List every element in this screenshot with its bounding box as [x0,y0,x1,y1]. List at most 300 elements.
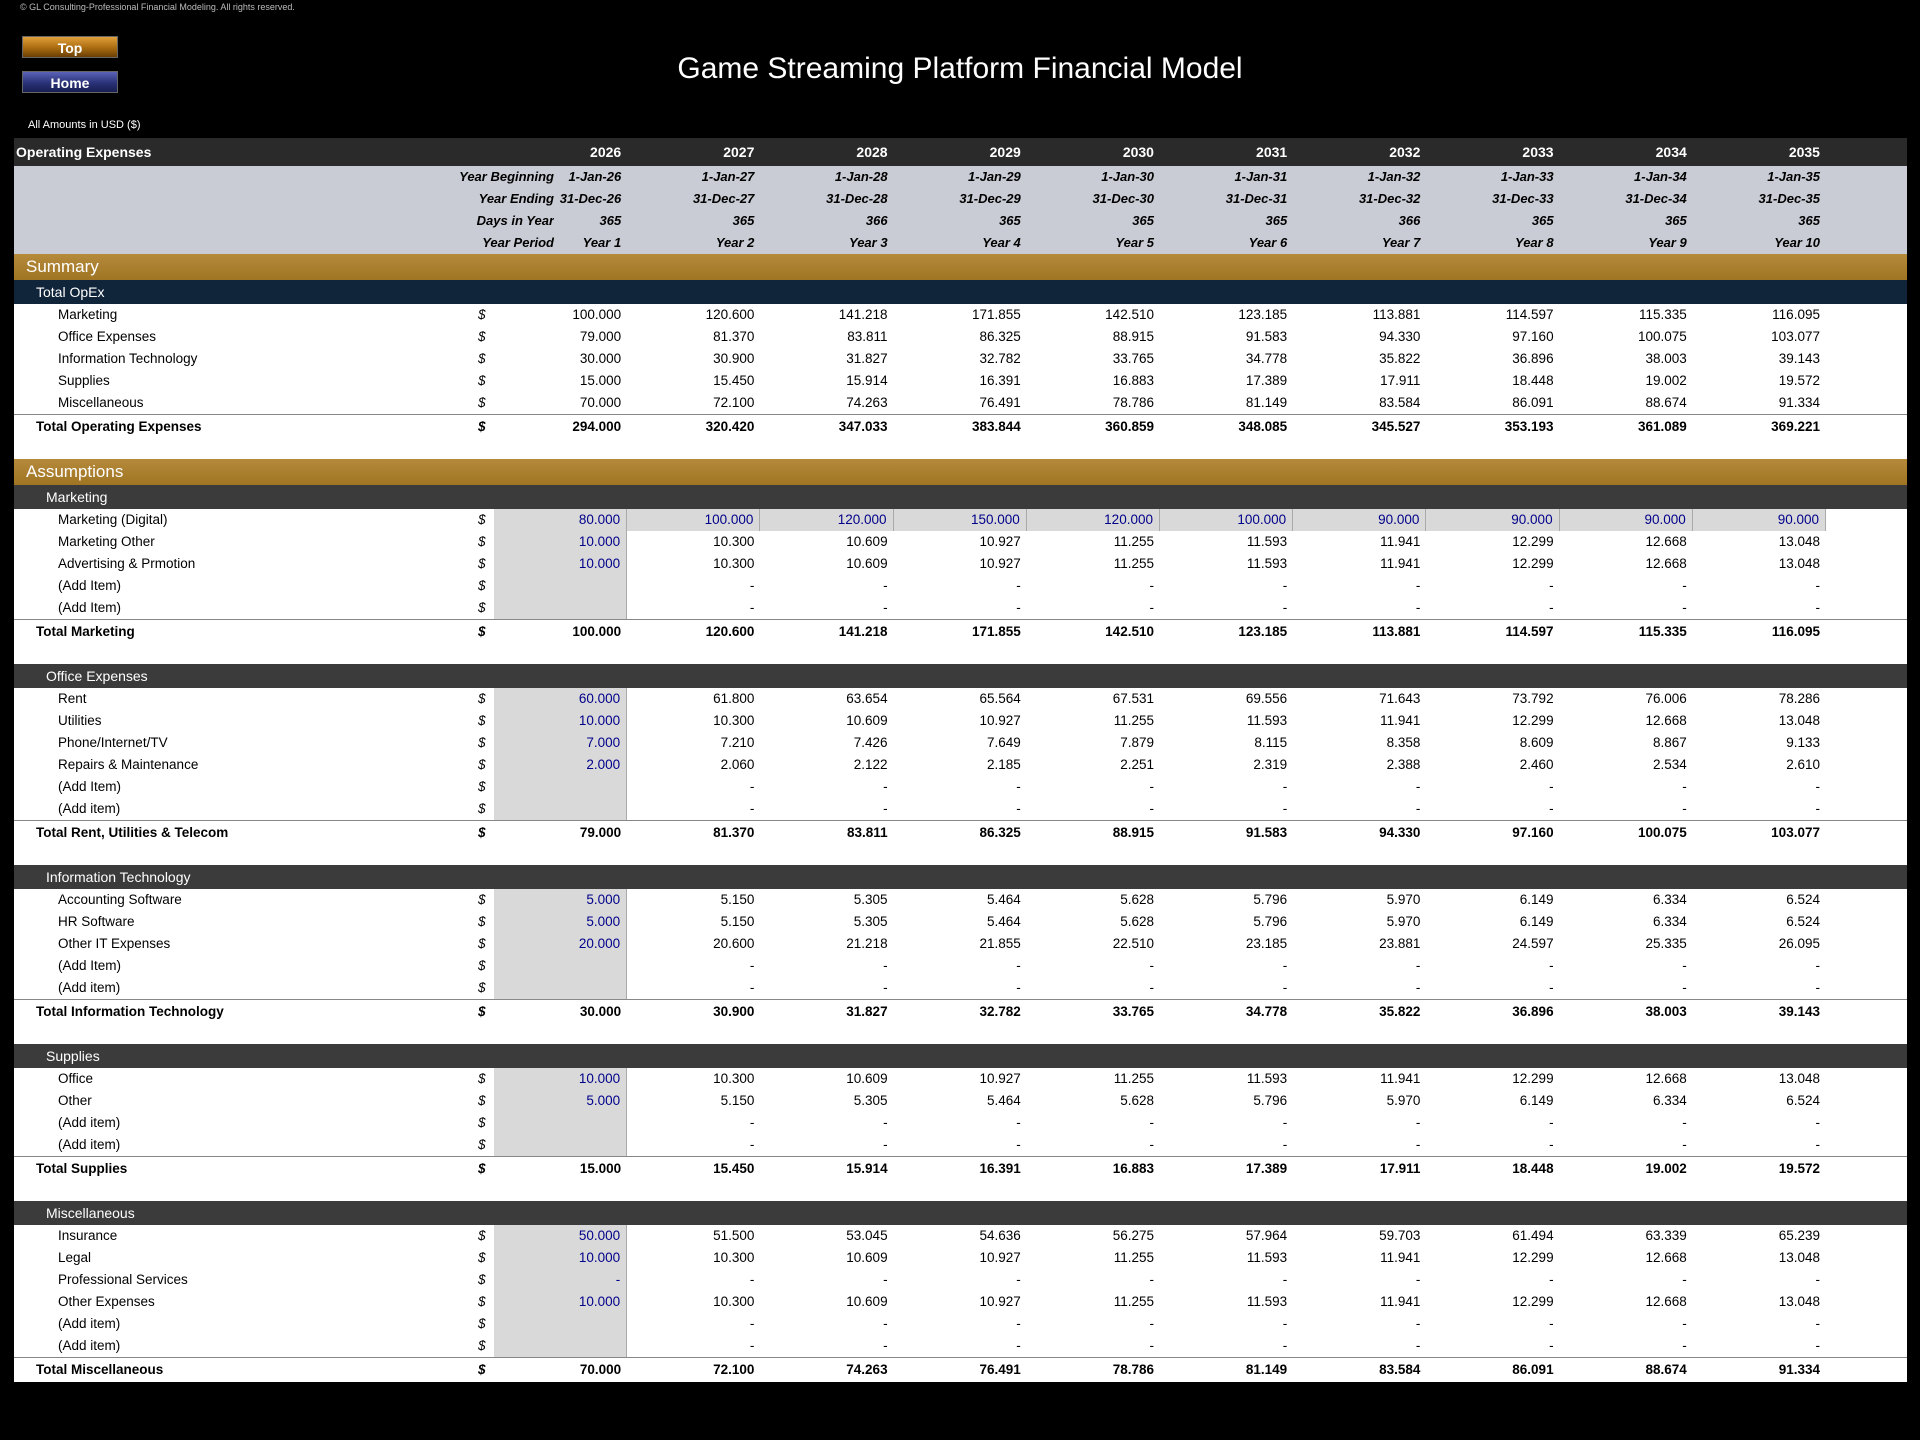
value-cell: 5.150 [720,914,755,929]
value-cell: - [749,1115,755,1130]
total-value: 171.855 [971,624,1021,639]
input-cell[interactable]: 10.000 [494,710,627,732]
total-opex-header-label: Total OpEx [36,284,105,300]
value-cell: 39.143 [1778,351,1820,366]
value-cell: 56.275 [1112,1228,1154,1243]
input-cell[interactable] [494,1313,627,1335]
timeline-row [14,210,1907,232]
total-value: 347.033 [838,419,888,434]
table-row [14,1291,1907,1313]
total-value: 116.095 [1771,624,1820,639]
timeline-value: Year 7 [1381,235,1421,250]
input-cell[interactable]: 100.000 [627,509,760,531]
input-cell[interactable]: 10.000 [494,531,627,553]
value-cell: 12.299 [1512,556,1554,571]
unit-label: $ [478,624,486,639]
timeline-value: Year 9 [1648,235,1687,250]
year-header: 2026 [590,144,622,160]
value-cell: - [749,1338,755,1353]
unit-label: $ [478,578,486,593]
timeline-value: 31-Dec-32 [1358,191,1421,206]
value-cell: 36.896 [1512,351,1554,366]
unit-label: $ [478,419,486,434]
value-cell: 25.335 [1645,936,1687,951]
total-value: 81.149 [1245,1362,1288,1377]
timeline-value: Year 4 [982,235,1021,250]
value-cell: 91.334 [1778,395,1820,410]
value-cell: 32.782 [979,351,1021,366]
value-cell: 21.218 [846,936,888,951]
input-cell[interactable]: 90.000 [1293,509,1426,531]
value-cell: 35.822 [1379,351,1421,366]
value-cell: 12.668 [1645,556,1687,571]
value-cell: 6.334 [1652,892,1687,907]
value-cell: 11.255 [1113,556,1154,571]
timeline-row [14,188,1907,210]
total-value: 348.085 [1238,419,1288,434]
input-cell[interactable]: 90.000 [1560,509,1693,531]
total-value: 88.674 [1645,1362,1687,1377]
input-cell[interactable]: 2.000 [494,754,627,776]
value-cell: - [1016,578,1021,593]
total-value: 17.911 [1379,1161,1421,1176]
value-cell: 2.060 [720,757,755,772]
value-cell: 13.048 [1778,1250,1820,1265]
total-value: 86.325 [979,825,1021,840]
value-cell: 12.668 [1645,1250,1687,1265]
year-header: 2033 [1522,144,1554,160]
total-value: 100.000 [572,624,622,639]
value-cell: 12.299 [1512,534,1554,549]
input-cell[interactable]: 100.000 [1160,509,1293,531]
year-header: 2027 [723,144,755,160]
value-cell: 11.941 [1380,1071,1421,1086]
value-cell: 5.970 [1386,1093,1421,1108]
value-cell: - [749,958,755,973]
value-cell: - [1282,1272,1288,1287]
total-value: 36.896 [1512,1004,1554,1019]
row-label: (Add Item) [58,958,122,973]
table-row [14,575,1907,597]
timeline-row [14,232,1907,254]
timeline-value: 365 [732,213,755,228]
value-cell: - [1549,1338,1554,1353]
value-cell: 23.185 [1245,936,1288,951]
summary-band [14,254,1907,280]
input-cell[interactable] [494,798,627,820]
value-cell: 88.915 [1112,329,1154,344]
value-cell: 13.048 [1778,1294,1820,1309]
group-total-row [14,999,1907,1024]
timeline-value: 365 [1132,213,1154,228]
timeline-value: 1-Jan-34 [1634,169,1687,184]
row-label: (Add item) [58,980,121,995]
input-cell[interactable]: - [494,1269,627,1291]
table-row [14,889,1907,911]
value-cell: 11.593 [1246,1294,1288,1309]
value-cell: - [1149,958,1154,973]
input-cell[interactable]: 5.000 [494,911,627,933]
unit-label: $ [478,892,486,907]
input-cell[interactable] [494,575,627,597]
total-value: 115.335 [1638,624,1687,639]
value-cell: 7.210 [720,735,755,750]
value-cell: - [1016,1272,1021,1287]
unit-label: $ [478,1362,486,1377]
value-cell: 61.800 [713,691,755,706]
input-cell[interactable]: 60.000 [494,688,627,710]
value-cell: 11.255 [1113,1071,1154,1086]
row-label: Information Technology [58,351,198,366]
value-cell: - [1016,1115,1021,1130]
table-row [14,798,1907,820]
table-row [14,392,1907,414]
value-cell: 54.636 [979,1228,1021,1243]
timeline-value: Year 2 [715,235,755,250]
value-cell: - [1149,578,1154,593]
input-cell[interactable] [494,1134,627,1156]
value-cell: - [1149,779,1154,794]
year-header: 2029 [989,144,1021,160]
value-cell: - [1415,779,1421,794]
input-cell[interactable]: 80.000 [494,509,627,531]
spreadsheet [14,138,1907,1382]
input-cell[interactable]: 120.000 [760,509,893,531]
group-header [14,1201,1907,1225]
value-cell: 2.534 [1652,757,1687,772]
value-cell: 26.095 [1778,936,1820,951]
unit-label: $ [478,1137,486,1152]
value-cell: - [883,1338,888,1353]
value-cell: 23.881 [1379,936,1421,951]
value-cell: 10.609 [846,1071,888,1086]
value-cell: 12.668 [1645,1071,1687,1086]
total-value: 17.389 [1245,1161,1288,1176]
table-row [14,1247,1907,1269]
input-cell[interactable]: 10.000 [494,1068,627,1090]
value-cell: - [1016,1338,1021,1353]
total-value: 369.221 [1771,419,1820,434]
value-cell: - [1682,801,1687,816]
total-value: 16.883 [1112,1161,1154,1176]
unit-label: $ [478,1004,486,1019]
unit-label: $ [478,1250,486,1265]
page-title: Game Streaming Platform Financial Model [677,52,1243,85]
value-cell: - [1415,958,1421,973]
value-cell: 12.299 [1512,1250,1554,1265]
total-label: Total Marketing [36,624,135,639]
value-cell: - [749,1272,755,1287]
total-label: Total Supplies [36,1161,128,1176]
total-value: 15.450 [713,1161,755,1176]
value-cell: 10.609 [846,556,888,571]
total-value: 141.218 [838,624,888,639]
value-cell: 6.149 [1519,892,1554,907]
value-cell: 78.786 [1112,395,1154,410]
value-cell: 113.881 [1372,307,1421,322]
spacer [14,439,1907,459]
table-row [14,509,1907,531]
value-cell: 10.927 [979,1250,1021,1265]
spacer [14,644,1907,664]
value-cell: - [1549,779,1554,794]
input-cell[interactable]: 5.000 [494,889,627,911]
input-cell[interactable] [494,977,627,999]
row-label: Other [58,1093,92,1108]
value-cell: 16.391 [979,373,1021,388]
value-cell: 76.491 [979,395,1021,410]
value-cell: 2.185 [986,757,1021,772]
value-cell: 10.300 [713,713,755,728]
total-label: Total Information Technology [36,1004,224,1019]
input-cell[interactable]: 10.000 [494,1291,627,1313]
value-cell: 116.095 [1772,307,1820,322]
group-total-row [14,1156,1907,1181]
value-cell: 5.305 [853,892,888,907]
value-cell: 65.564 [979,691,1021,706]
value-cell: 100.000 [572,307,622,322]
total-value: 31.827 [846,1004,888,1019]
value-cell: - [1282,1137,1288,1152]
value-cell: 31.827 [846,351,888,366]
value-cell: - [1415,1338,1421,1353]
value-cell: 7.879 [1120,735,1154,750]
timeline-value: 31-Dec-27 [692,191,755,206]
value-cell: 5.150 [720,892,755,907]
input-cell[interactable]: 150.000 [894,509,1027,531]
value-cell: 33.765 [1112,351,1154,366]
total-value: 86.091 [1512,1362,1554,1377]
group-header-label: Miscellaneous [46,1205,135,1221]
total-value: 74.263 [846,1362,888,1377]
value-cell: 72.100 [713,395,755,410]
value-cell: 8.609 [1519,735,1554,750]
year-header: 2030 [1122,144,1154,160]
row-label: (Add Item) [58,600,122,615]
total-label: Total Operating Expenses [36,419,202,434]
value-cell: - [883,1137,888,1152]
value-cell: - [1549,801,1554,816]
timeline-value: 1-Jan-26 [568,169,622,184]
top-button[interactable]: Top [22,36,118,58]
table-row [14,370,1907,392]
value-cell: - [1549,980,1554,995]
value-cell: 171.855 [971,307,1021,322]
total-value: 70.000 [579,1362,622,1377]
value-cell: 5.464 [986,1093,1021,1108]
value-cell: 8.115 [1254,735,1288,750]
timeline-value: 366 [1398,213,1421,228]
value-cell: - [1815,600,1820,615]
input-cell[interactable]: 10.000 [494,1247,627,1269]
value-cell: - [1815,958,1820,973]
value-cell: 5.628 [1120,1093,1154,1108]
value-cell: 6.334 [1652,914,1687,929]
value-cell: 12.668 [1645,713,1687,728]
assumptions-band [14,459,1907,485]
unit-label: $ [478,307,486,322]
value-cell: - [1016,801,1021,816]
value-cell: 15.450 [713,373,755,388]
value-cell: 81.370 [713,329,755,344]
timeline-label: Days in Year [476,213,554,228]
value-cell: 11.593 [1246,534,1288,549]
value-cell: - [883,600,888,615]
value-cell: 11.941 [1380,534,1421,549]
value-cell: 10.300 [713,1294,755,1309]
total-value: 30.900 [713,1004,755,1019]
input-cell[interactable]: 5.000 [494,1090,627,1112]
value-cell: - [1016,600,1021,615]
input-cell[interactable]: 120.000 [1027,509,1160,531]
group-total-row [14,1357,1907,1382]
total-value: 123.185 [1238,624,1288,639]
total-value: 35.822 [1379,1004,1421,1019]
unit-label: $ [478,958,486,973]
total-value: 19.002 [1645,1161,1687,1176]
total-value: 15.914 [846,1161,888,1176]
value-cell: 86.325 [979,329,1021,344]
input-cell[interactable] [494,1112,627,1134]
unit-label: $ [478,1338,486,1353]
value-cell: - [1016,1137,1021,1152]
timeline-value: 31-Dec-30 [1092,191,1154,206]
unit-label: $ [478,395,486,410]
value-cell: - [1549,1137,1554,1152]
home-button[interactable]: Home [22,71,118,93]
row-label: (Add item) [58,1115,121,1130]
timeline-value: 365 [1665,213,1687,228]
timeline-value: 31-Dec-26 [559,191,622,206]
unit-label: $ [478,757,486,772]
total-value: 91.334 [1778,1362,1820,1377]
spacer [14,1181,1907,1201]
value-cell: 10.927 [979,1294,1021,1309]
value-cell: 24.597 [1512,936,1554,951]
value-cell: 10.300 [713,1071,755,1086]
value-cell: 6.524 [1786,914,1820,929]
value-cell: 100.075 [1637,329,1687,344]
row-label: (Add item) [58,801,121,816]
value-cell: 11.255 [1113,534,1154,549]
value-cell: - [883,958,888,973]
table-row [14,1335,1907,1357]
value-cell: - [749,779,755,794]
group-header-label: Supplies [46,1048,100,1064]
value-cell: 69.556 [1245,691,1288,706]
value-cell: 10.300 [713,1250,755,1265]
value-cell: 74.263 [846,395,888,410]
value-cell: - [1815,1137,1820,1152]
value-cell: 10.927 [979,1071,1021,1086]
timeline-value: 1-Jan-35 [1767,169,1820,184]
input-cell[interactable]: 90.000 [1426,509,1559,531]
input-cell[interactable] [494,776,627,798]
value-cell: 10.927 [979,556,1021,571]
value-cell: 19.572 [1778,373,1820,388]
timeline-label: Year Ending [478,191,554,206]
value-cell: - [1415,980,1421,995]
unit-label: $ [478,1294,486,1309]
value-cell: 120.600 [705,307,755,322]
timeline-value: Year 10 [1774,235,1820,250]
input-cell[interactable] [494,1335,627,1357]
row-label: Marketing Other [58,534,155,549]
timeline-value: 365 [1265,213,1288,228]
row-label: Office [58,1071,94,1086]
amounts-note: All Amounts in USD ($) [28,119,141,131]
value-cell: 83.584 [1379,395,1421,410]
row-label: Insurance [58,1228,118,1243]
input-cell[interactable] [494,955,627,977]
table-row [14,955,1907,977]
value-cell: - [883,1272,888,1287]
value-cell: 11.941 [1380,1294,1421,1309]
value-cell: - [1549,600,1554,615]
input-cell[interactable] [494,597,627,619]
row-label: HR Software [58,914,135,929]
value-cell: 78.286 [1778,691,1820,706]
value-cell: 11.593 [1246,1071,1288,1086]
value-cell: - [1815,1338,1820,1353]
table-row [14,1313,1907,1335]
year-header: 2032 [1389,144,1421,160]
row-label: (Add item) [58,1137,121,1152]
total-value: 19.572 [1778,1161,1820,1176]
year-header: 2028 [856,144,888,160]
input-cell[interactable]: 50.000 [494,1225,627,1247]
total-value: 94.330 [1379,825,1421,840]
value-cell: - [1016,980,1021,995]
unit-label: $ [478,556,486,571]
row-label: Other IT Expenses [58,936,171,951]
value-cell: - [1815,779,1820,794]
value-cell: - [1682,958,1687,973]
value-cell: 10.609 [846,534,888,549]
value-cell: - [749,578,755,593]
input-cell[interactable]: 7.000 [494,732,627,754]
timeline-label: Year Beginning [459,169,554,184]
value-cell: 91.583 [1245,329,1288,344]
total-value: 100.075 [1637,825,1687,840]
timeline-value: 1-Jan-27 [701,169,755,184]
value-cell: 12.668 [1645,534,1687,549]
row-label: Other Expenses [58,1294,155,1309]
table-row [14,304,1907,326]
input-cell[interactable]: 10.000 [494,553,627,575]
value-cell: - [1815,980,1820,995]
row-label: Phone/Internet/TV [58,735,168,750]
input-cell[interactable]: 90.000 [1693,509,1826,531]
timeline-value: 365 [999,213,1021,228]
value-cell: 53.045 [846,1228,888,1243]
total-value: 114.597 [1505,624,1554,639]
value-cell: - [1016,779,1021,794]
total-value: 142.510 [1105,624,1154,639]
input-cell[interactable]: 20.000 [494,933,627,955]
total-value: 32.782 [979,1004,1021,1019]
table-row [14,933,1907,955]
copyright-text: © GL Consulting-Professional Financial Modeling. All rights reserved. [20,2,295,12]
value-cell: 19.002 [1645,373,1687,388]
unit-label: $ [478,1115,486,1130]
total-value: 78.786 [1112,1362,1154,1377]
value-cell: - [1282,779,1288,794]
value-cell: 11.593 [1246,1250,1288,1265]
timeline-value: 31-Dec-33 [1492,191,1554,206]
value-cell: - [1149,980,1154,995]
table-row [14,531,1907,553]
